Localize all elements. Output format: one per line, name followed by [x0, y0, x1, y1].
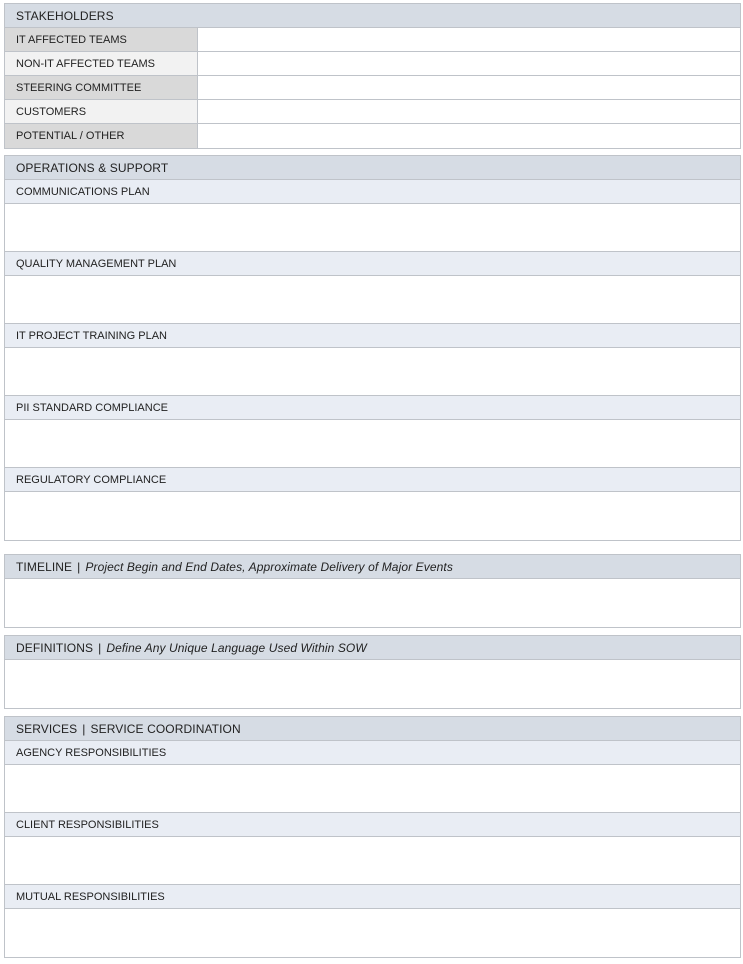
timeline-subtitle: Project Begin and End Dates, Approximate Delivery of Major Events	[85, 559, 453, 574]
stakeholder-value-customers[interactable]	[198, 100, 740, 123]
stakeholder-label-it-affected-teams: IT AFFECTED TEAMS	[5, 28, 198, 51]
stakeholder-value-potential-other[interactable]	[198, 124, 740, 148]
timeline-field[interactable]	[5, 579, 740, 627]
timeline-separator: |	[77, 559, 81, 574]
stakeholder-label-customers: CUSTOMERS	[5, 100, 198, 123]
stakeholder-row	[5, 28, 740, 52]
regulatory-compliance-label: REGULATORY COMPLIANCE	[5, 468, 740, 492]
definitions-subtitle: Define Any Unique Language Used Within SOW	[106, 640, 367, 655]
timeline-section	[4, 554, 741, 628]
client-responsibilities-field[interactable]	[5, 837, 740, 885]
services-section	[4, 716, 741, 958]
timeline-header	[5, 555, 740, 579]
stakeholder-row	[5, 76, 740, 100]
operations-header	[5, 156, 740, 180]
stakeholder-value-non-it-affected-teams[interactable]	[198, 52, 740, 75]
operations-support-section	[4, 155, 741, 541]
stakeholder-label-non-it-affected-teams: NON-IT AFFECTED TEAMS	[5, 52, 198, 75]
stakeholder-row	[5, 52, 740, 76]
operations-title: OPERATIONS & SUPPORT	[16, 160, 169, 175]
stakeholders-title: STAKEHOLDERS	[16, 8, 114, 23]
definitions-title: DEFINITIONS	[16, 640, 94, 655]
stakeholders-section	[4, 3, 741, 149]
definitions-section	[4, 635, 741, 709]
definitions-field[interactable]	[5, 660, 740, 708]
quality-management-plan-label: QUALITY MANAGEMENT PLAN	[5, 252, 740, 276]
stakeholders-header	[5, 4, 740, 28]
services-separator: |	[82, 721, 86, 736]
timeline-title: TIMELINE	[16, 559, 73, 574]
pii-compliance-field[interactable]	[5, 420, 740, 468]
stakeholder-value-steering-committee[interactable]	[198, 76, 740, 99]
training-plan-field[interactable]	[5, 348, 740, 396]
client-responsibilities-label: CLIENT RESPONSIBILITIES	[5, 813, 740, 837]
regulatory-compliance-field[interactable]	[5, 492, 740, 540]
stakeholder-row	[5, 100, 740, 124]
pii-compliance-label: PII STANDARD COMPLIANCE	[5, 396, 740, 420]
agency-responsibilities-field[interactable]	[5, 765, 740, 813]
quality-management-plan-field[interactable]	[5, 276, 740, 324]
services-subtitle: SERVICE COORDINATION	[90, 721, 241, 736]
services-header	[5, 717, 740, 741]
definitions-header	[5, 636, 740, 660]
training-plan-label: IT PROJECT TRAINING PLAN	[5, 324, 740, 348]
stakeholder-label-potential-other: POTENTIAL / OTHER	[5, 124, 198, 148]
mutual-responsibilities-field[interactable]	[5, 909, 740, 957]
definitions-separator: |	[98, 640, 102, 655]
agency-responsibilities-label: AGENCY RESPONSIBILITIES	[5, 741, 740, 765]
services-title: SERVICES	[16, 721, 78, 736]
stakeholder-label-steering-committee: STEERING COMMITTEE	[5, 76, 198, 99]
mutual-responsibilities-label: MUTUAL RESPONSIBILITIES	[5, 885, 740, 909]
communications-plan-field[interactable]	[5, 204, 740, 252]
stakeholder-value-it-affected-teams[interactable]	[198, 28, 740, 51]
communications-plan-label: COMMUNICATIONS PLAN	[5, 180, 740, 204]
stakeholder-row	[5, 124, 740, 148]
